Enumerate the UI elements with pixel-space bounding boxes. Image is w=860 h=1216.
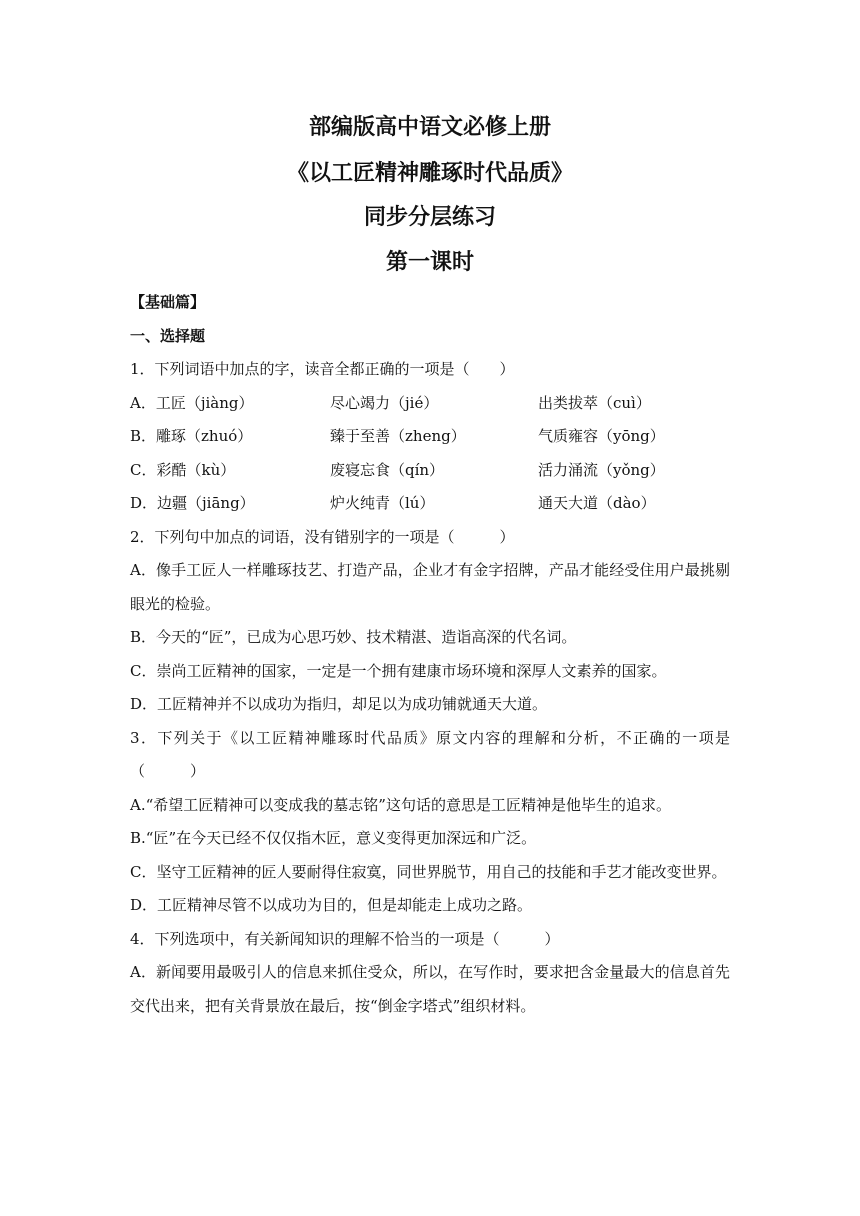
option-cell: B．雕琢（zhuó） bbox=[130, 427, 253, 445]
exercise-title: 同步分层练习 bbox=[363, 205, 496, 230]
option-cell: 尽心竭力（jié） bbox=[330, 393, 439, 412]
part-heading: 一、选择题 bbox=[130, 326, 206, 345]
question-2-option-b: B．今天的“匠”，已成为心思巧妙、技术精湛、造诣高深的代名词。 bbox=[130, 628, 577, 646]
question-4-option-a: A．新闻要用最吸引人的信息来抓住受众，所以，在写作时，要求把含金量最大的信息首先交代出来，把有关背景放在最后，按“倒金字塔式”组织材料。 bbox=[130, 963, 730, 1015]
question-2-stem: 2．下列句中加点的词语，没有错别字的一项是（ ） bbox=[130, 527, 515, 546]
question-3-stem: 3．下列关于《以工匠精神雕琢时代品质》原文内容的理解和分析，不正确的一项是（ ） bbox=[130, 728, 730, 780]
option-cell: C．彩酷（kù） bbox=[130, 460, 236, 479]
question-3-option-c: C．坚守工匠精神的匠人要耐得住寂寞，同世界脱节，用自己的技能和手艺才能改变世界。 bbox=[130, 862, 727, 881]
lesson-title: 《以工匠精神雕琢时代品质》 bbox=[286, 161, 573, 186]
question-3-option-a: A.“希望工匠精神可以变成我的墓志铭”这句话的意思是工匠精神是他毕生的追求。 bbox=[130, 795, 671, 814]
question-1-option-d bbox=[130, 487, 730, 521]
question-3-option-d: D．工匠精神尽管不以成功为目的，但是却能走上成功之路。 bbox=[130, 896, 533, 914]
period-title: 第一课时 bbox=[385, 250, 474, 275]
option-cell: 气质雍容（yōng） bbox=[538, 427, 665, 445]
option-cell: 废寝忘食（qín） bbox=[330, 460, 445, 479]
question-1-stem: 1．下列词语中加点的字，读音全都正确的一项是（ ） bbox=[130, 360, 515, 378]
question-1-option-a bbox=[130, 387, 730, 421]
book-title: 部编版高中语文必修上册 bbox=[308, 115, 551, 140]
document-body bbox=[130, 286, 730, 1023]
option-cell: D．边疆（jiāng） bbox=[130, 494, 255, 512]
question-3-option-b: B.“匠”在今天已经不仅仅指木匠，意义变得更加深远和广泛。 bbox=[130, 829, 537, 847]
question-2-option-d: D．工匠精神并不以成功为指归，却足以为成功铺就通天大道。 bbox=[130, 695, 548, 713]
question-1-option-c bbox=[130, 454, 730, 488]
option-cell: 活力涌流（yǒng） bbox=[538, 460, 665, 479]
question-2-option-a: A．像手工匠人一样雕琢技艺、打造产品，企业才有金字招牌，产品才能经受住用户最挑剔眼光的检验。 bbox=[130, 561, 730, 613]
option-cell: 臻于至善（zheng） bbox=[330, 427, 466, 445]
question-4-stem: 4．下列选项中，有关新闻知识的理解不恰当的一项是（ ） bbox=[130, 929, 560, 948]
option-cell: 出类拔萃（cuì） bbox=[538, 393, 651, 412]
option-cell: 炉火纯青（lú） bbox=[330, 494, 435, 512]
option-cell: A．工匠（jiàng） bbox=[130, 393, 254, 412]
section-label: 【基础篇】 bbox=[130, 293, 206, 311]
option-cell: 通天大道（dào） bbox=[538, 494, 656, 512]
question-1-option-b bbox=[130, 420, 730, 454]
question-2-option-c: C．崇尚工匠精神的国家，一定是一个拥有建康市场环境和深厚人文素养的国家。 bbox=[130, 661, 667, 680]
